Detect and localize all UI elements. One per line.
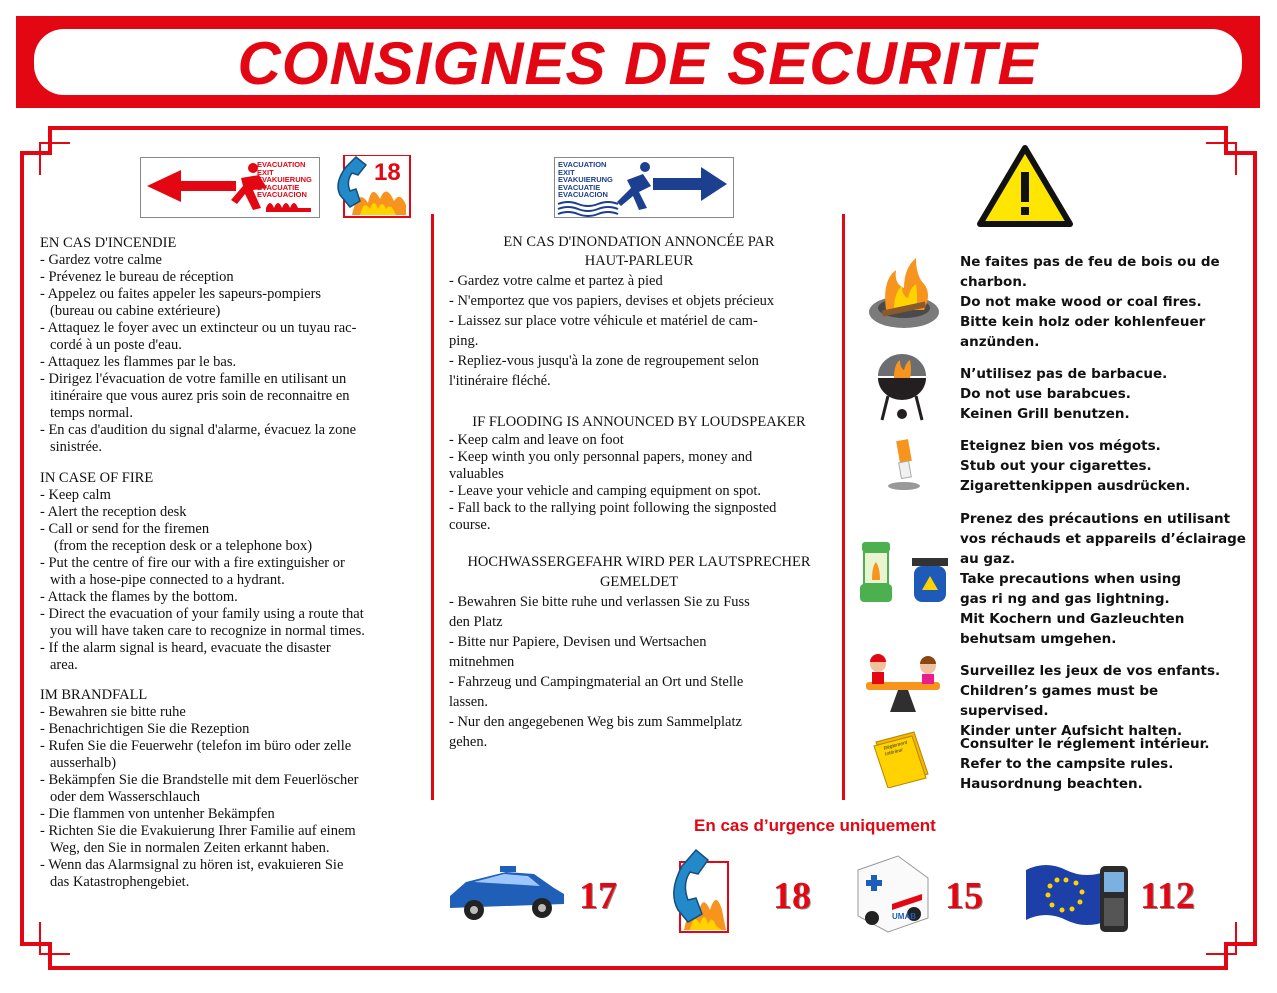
rule-line: charbon.	[960, 274, 1028, 290]
rule-line: behutsam umgehen.	[960, 631, 1117, 647]
warning-icon	[976, 144, 1074, 228]
flood-de-title-2: GEMELDET	[599, 574, 679, 590]
fire-en-line: - Keep calm	[40, 487, 111, 503]
fire-fr-line: - Prévenez le bureau de réception	[40, 269, 234, 285]
flood-de-line: - Bewahren Sie bitte ruhe und verlassen Sie zu Fuss	[449, 594, 750, 610]
fire-de-line: - Bekämpfen Sie die Brandstelle mit dem Feuerlöscher	[40, 772, 359, 788]
cigarette-icon	[884, 436, 924, 492]
rule-line: gas ri ng and gas lightning.	[960, 591, 1170, 607]
flood-de-line: - Nur den angegebenen Weg bis zum Sammelplatz	[449, 714, 742, 730]
rule-line: anzünden.	[960, 334, 1040, 350]
flood-de-title: HOCHWASSERGEFAHR WIRD PER LAUTSPRECHER	[467, 554, 811, 570]
fire-number: 18	[773, 875, 811, 917]
rule-fire	[960, 252, 1250, 352]
rule-line: Stub out your cigarettes.	[960, 458, 1152, 474]
rule-line: Mit Kochern und Gazleuchten	[960, 611, 1185, 627]
flood-fr-line: l'itinéraire fléché.	[449, 373, 551, 389]
rule-line: Children’s games must be supervised.	[960, 683, 1159, 719]
rule-line: Surveillez les jeux de vos enfants.	[960, 663, 1221, 679]
fire-de-line: - Die flammen von untenher Bekämpfen	[40, 806, 275, 822]
fire-de-line: - Bewahren sie bitte ruhe	[40, 704, 186, 720]
flood-fr-line: - N'emportez que vos papiers, devises et objets précieux	[449, 293, 775, 309]
fire-de-title: IM BRANDFALL	[40, 687, 148, 703]
rule-barbecue	[960, 364, 1250, 424]
flood-fr-line: - Laissez sur place votre véhicule et matériel de cam-	[449, 313, 758, 329]
ambulance-badge: UMAB	[892, 912, 916, 921]
flood-fr-title: EN CAS D'INONDATION ANNONCÉE PAR	[503, 234, 775, 250]
fire-phone-icon	[660, 848, 732, 936]
rulebook-icon	[870, 728, 934, 788]
fire-en-line: - If the alarm signal is heard, evacuate the disaster	[40, 640, 331, 656]
flood-de-line: gehen.	[449, 734, 488, 750]
fire-phone-icon	[330, 155, 412, 219]
exit-sign-middle: EVACUATION EXIT EVAKUIERUNG EVACUATIE EVACUACION	[554, 157, 734, 218]
exit-sign-left: EVACUATION EXIT EVAKUIERUNG EVACUATIE EVACUACION	[140, 157, 320, 218]
rule-line: Prenez des précautions en utilisant	[960, 511, 1231, 527]
rule-line: Ne faites pas de feu de bois ou de	[960, 254, 1220, 270]
flood-en-title: IF FLOODING IS ANNOUNCED BY LOUDSPEAKER	[472, 414, 806, 430]
fire-en-line: area.	[50, 657, 78, 673]
rule-line: Do not make wood or coal fires.	[960, 294, 1202, 310]
rule-line: vos réchauds et appareils d’éclairage	[960, 531, 1246, 547]
flood-fr-line: - Gardez votre calme et partez à pied	[449, 273, 663, 289]
fire-fr-line: - En cas d'audition du signal d'alarme, évacuez la zone	[40, 422, 357, 438]
fire-phone-number: 18	[374, 159, 401, 186]
fire-fr-line: - Attaquez le foyer avec un extincteur ou un tuyau rac-	[40, 320, 357, 336]
rule-line: Refer to the campsite rules.	[960, 756, 1174, 772]
fire-en-line: - Alert the reception desk	[40, 504, 187, 520]
fire-fr-line: - Gardez votre calme	[40, 252, 162, 268]
fire-instructions	[40, 235, 425, 891]
flood-de-line: lassen.	[449, 694, 489, 710]
fire-de-line: - Wenn das Alarmsignal zu hören ist, evakuieren Sie	[40, 857, 344, 873]
rule-line: Consulter le réglement intérieur.	[960, 736, 1210, 752]
ambulance-icon	[852, 852, 932, 934]
fire-en-line: (from the reception desk or a telephone box)	[54, 538, 313, 554]
rule-line: Hausordnung beachten.	[960, 776, 1143, 792]
rule-line: Do not use barabcues.	[960, 386, 1131, 402]
fire-fr-line: cordé à un poste d'eau.	[50, 337, 182, 353]
fire-fr-line: (bureau ou cabine extérieure)	[50, 303, 221, 319]
barbecue-icon	[872, 348, 932, 422]
playground-icon	[862, 652, 944, 718]
flood-de-line: - Bitte nur Papiere, Devisen und Wertsachen	[449, 634, 707, 650]
fire-fr-line: - Appelez ou faites appeler les sapeurs-pompiers	[40, 286, 322, 302]
rule-line: N’utilisez pas de barbacue.	[960, 366, 1168, 382]
rule-children	[960, 661, 1250, 741]
rule-line: Bitte kein holz oder kohlenfeuer	[960, 314, 1206, 330]
page-title: CONSIGNES DE SECURITE	[237, 30, 1039, 97]
ambulance-number: 15	[945, 875, 983, 917]
arrow-right-runner-icon	[555, 158, 733, 217]
fire-fr-line: itinéraire que vous aurez pris soin de reconnaitre en	[50, 388, 350, 404]
rule-line: au gaz.	[960, 551, 1016, 567]
flood-de-line: mitnehmen	[449, 654, 515, 670]
rulebook-label: Règlement Intérieur	[882, 739, 908, 758]
emergency-label: En cas d’urgence uniquement	[694, 816, 936, 835]
fire-de-line: - Rufen Sie die Feuerwehr (telefon im büro oder zelle	[40, 738, 352, 754]
flood-en-line: course.	[449, 517, 491, 533]
fire-de-line: Weg, den Sie in normalen Zeiten erkannt haben.	[50, 840, 330, 856]
fire-de-line: - Richten Sie die Evakuierung Ihrer Familie auf einem	[40, 823, 356, 839]
flood-fr-line: ping.	[449, 333, 479, 349]
rule-line: Zigarettenkippen ausdrücken.	[960, 478, 1191, 494]
eu-number: 112	[1140, 875, 1195, 917]
fire-fr-line: sinistrée.	[50, 439, 102, 455]
fire-en-line: with a hose-pipe connected to a hydrant.	[50, 572, 285, 588]
flood-en-line: - Keep calm and leave on foot	[449, 432, 624, 448]
flood-en-line: - Fall back to the rallying point following the signposted	[449, 500, 777, 516]
fire-en-line: - Direct the evacuation of your family using a route that	[40, 606, 364, 622]
flood-fr-title-2: HAUT-PARLEUR	[584, 253, 694, 269]
fire-en-line: - Attack the flames by the bottom.	[40, 589, 238, 605]
fire-en-line: - Put the centre of fire our with a fire extinguisher or	[40, 555, 345, 571]
fire-en-title: IN CASE OF FIRE	[40, 470, 154, 486]
fire-fr-line: - Attaquez les flammes par le bas.	[40, 354, 237, 370]
rule-line: Kinder unter Aufsicht halten.	[960, 723, 1183, 739]
flood-en-line: - Keep winth you only personnal papers, money and	[449, 449, 753, 465]
fire-de-line: ausserhalb)	[50, 755, 117, 771]
rule-cigarette	[960, 436, 1250, 496]
rule-line: Keinen Grill benutzen.	[960, 406, 1130, 422]
fire-en-line: - Call or send for the firemen	[40, 521, 210, 537]
flood-en-line: valuables	[449, 466, 504, 482]
fire-fr-title: EN CAS D'INCENDIE	[40, 235, 177, 251]
eu-mobile-icon	[1024, 858, 1132, 936]
flood-instructions	[449, 233, 829, 752]
fire-fr-line: temps normal.	[50, 405, 133, 421]
fire-de-line: das Katastrophengebiet.	[50, 874, 190, 890]
flood-de-line: - Fahrzeug und Campingmaterial an Ort und Stelle	[449, 674, 744, 690]
flood-en-line: - Leave your vehicle and camping equipment on spot.	[449, 483, 762, 499]
flood-de-line: den Platz	[449, 614, 503, 630]
rule-line: Take precautions when using	[960, 571, 1182, 587]
fire-en-line: you will have taken care to recognize in normal times.	[50, 623, 365, 639]
rule-rulebook	[960, 734, 1250, 794]
police-number: 17	[579, 875, 617, 917]
police-car-icon	[444, 860, 568, 926]
fire-fr-line: - Dirigez l'évacuation de votre famille en utilisant un	[40, 371, 347, 387]
rule-line: Eteignez bien vos mégots.	[960, 438, 1161, 454]
gas-lamp-icon	[856, 540, 954, 606]
flood-fr-line: - Repliez-vous jusqu'à la zone de regroupement selon	[449, 353, 759, 369]
campfire-icon	[866, 254, 942, 334]
rule-gas	[960, 509, 1250, 649]
fire-de-line: oder dem Wasserschlauch	[50, 789, 200, 805]
fire-de-line: - Benachrichtigen Sie die Rezeption	[40, 721, 250, 737]
